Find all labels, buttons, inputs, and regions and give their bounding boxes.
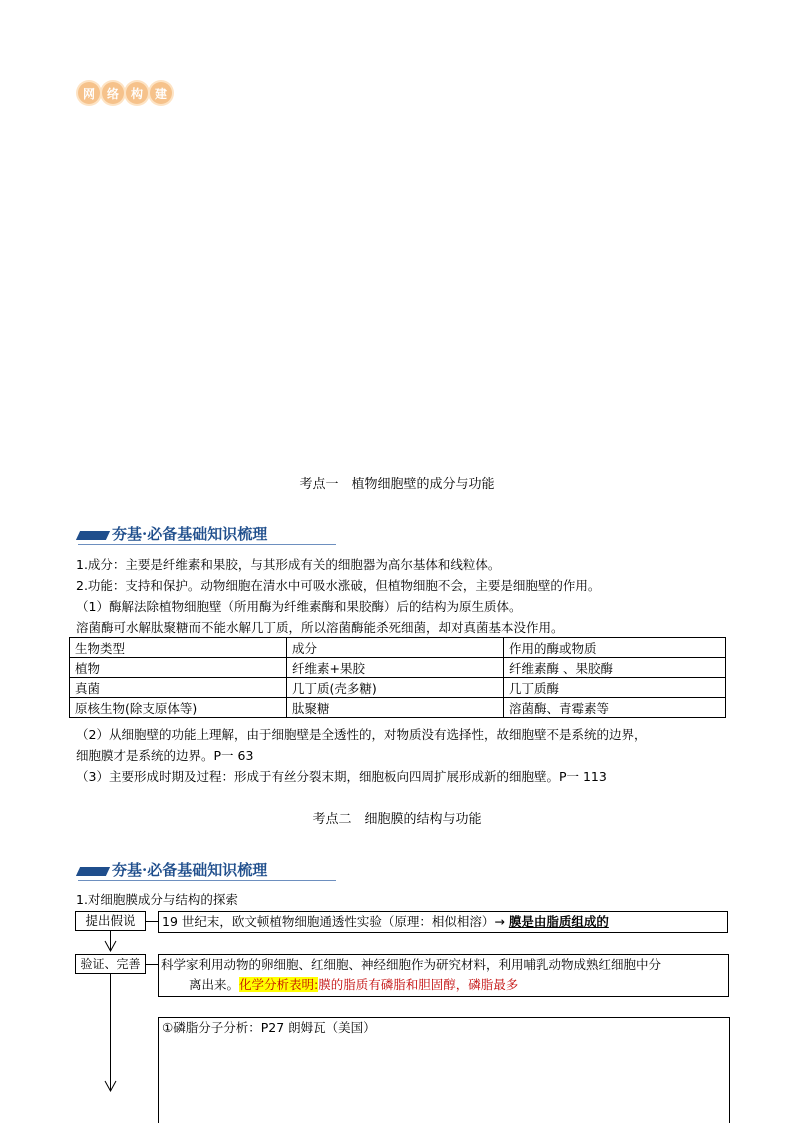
logo-char: 构	[126, 82, 148, 104]
connector	[146, 964, 158, 965]
verify-line-2	[161, 975, 728, 995]
cell-wall-table	[69, 637, 726, 718]
network-construction-logo	[78, 82, 172, 104]
formation-text: （3）主要形成时期及过程：形成于有丝分裂末期，细胞板向四周扩展形成新的细胞壁。P一 113	[76, 769, 607, 784]
table-cell: 几丁质酶	[504, 678, 726, 698]
table-cell: 溶菌酶、青霉素等	[504, 698, 726, 718]
section2-title: 考点二 细胞膜的结构与功能	[312, 812, 482, 827]
phospholipid-box	[158, 1017, 730, 1123]
banner-bar	[76, 531, 110, 540]
lysozyme-text: 溶菌酶可水解肽聚糖而不能水解几丁质，所以溶菌酶能杀死细菌，却对真菌基本没作用。	[76, 620, 564, 635]
composition-text: 1.成分：主要是纤维素和果胶，与其形成有关的细胞器为高尔基体和线粒体。	[76, 557, 501, 572]
down-arrow-icon	[104, 1080, 117, 1092]
down-arrow-icon	[104, 940, 117, 952]
phospholipid-text: ①磷脂分子分析：P27 朗姆瓦（美国）	[162, 1020, 376, 1035]
table-header-cell: 成分	[287, 638, 504, 658]
hypothesis-box	[158, 911, 728, 933]
logo-char: 网	[78, 82, 100, 104]
boundary-text-1: （2）从细胞壁的功能上理解，由于细胞壁是全透性的，对物质没有选择性，故细胞壁不是系统的边界，	[76, 727, 647, 742]
hypothesis-conclusion: 膜是由脂质组成的	[508, 914, 609, 929]
banner-bar	[76, 867, 110, 876]
table-cell: 纤维素+果胶	[287, 658, 504, 678]
verify-line-2-pre: 离出来。	[189, 977, 240, 992]
verify-box	[158, 954, 729, 997]
table-header-cell: 生物类型	[70, 638, 287, 658]
hypothesis-label: 提出假说	[75, 911, 146, 931]
lipid-result-text: 膜的脂质有磷脂和胆固醇，磷脂最多	[318, 977, 519, 992]
banner-underline	[78, 544, 336, 545]
banner-text: 夯基·必备基础知识梳理	[112, 861, 268, 879]
section2-banner	[78, 859, 336, 881]
table-row	[70, 678, 726, 698]
long-arrow-line	[110, 974, 111, 1090]
verify-line-1: 科学家利用动物的卵细胞、红细胞、神经细胞作为研究材料，利用哺乳动物成熟红细胞中分	[161, 957, 662, 972]
section1-title: 考点一 植物细胞壁的成分与功能	[299, 477, 495, 492]
boundary-text-2: 细胞膜才是系统的边界。P一 63	[76, 748, 254, 763]
exploration-heading: 1.对细胞膜成分与结构的探索	[76, 892, 238, 907]
table-cell: 真菌	[70, 678, 287, 698]
table-header-cell: 作用的酶或物质	[504, 638, 726, 658]
table-cell: 几丁质(壳多糖)	[287, 678, 504, 698]
hypothesis-text: 19 世纪末，欧文顿植物细胞通透性实验（原理：相似相溶）→	[162, 914, 509, 929]
section1-banner	[78, 523, 336, 545]
table-row	[70, 698, 726, 718]
table-cell: 植物	[70, 658, 287, 678]
banner-underline	[78, 880, 336, 881]
table-row	[70, 658, 726, 678]
logo-char: 建	[150, 82, 172, 104]
table-cell: 原核生物(除支原体等)	[70, 698, 287, 718]
logo-char: 络	[102, 82, 124, 104]
table-cell: 肽聚糖	[287, 698, 504, 718]
verify-label: 验证、完善	[75, 954, 146, 974]
enzyme-method-text: （1）酶解法除植物细胞壁（所用酶为纤维素酶和果胶酶）后的结构为原生质体。	[76, 599, 522, 614]
chemical-analysis-highlight: 化学分析表明:	[239, 977, 319, 992]
banner-text: 夯基·必备基础知识梳理	[112, 525, 268, 543]
function-text: 2.功能：支持和保护。动物细胞在清水中可吸水涨破，但植物细胞不会，主要是细胞壁的作用。	[76, 578, 601, 593]
table-header-row	[70, 638, 726, 658]
table-cell: 纤维素酶 、果胶酶	[504, 658, 726, 678]
connector	[146, 921, 158, 922]
